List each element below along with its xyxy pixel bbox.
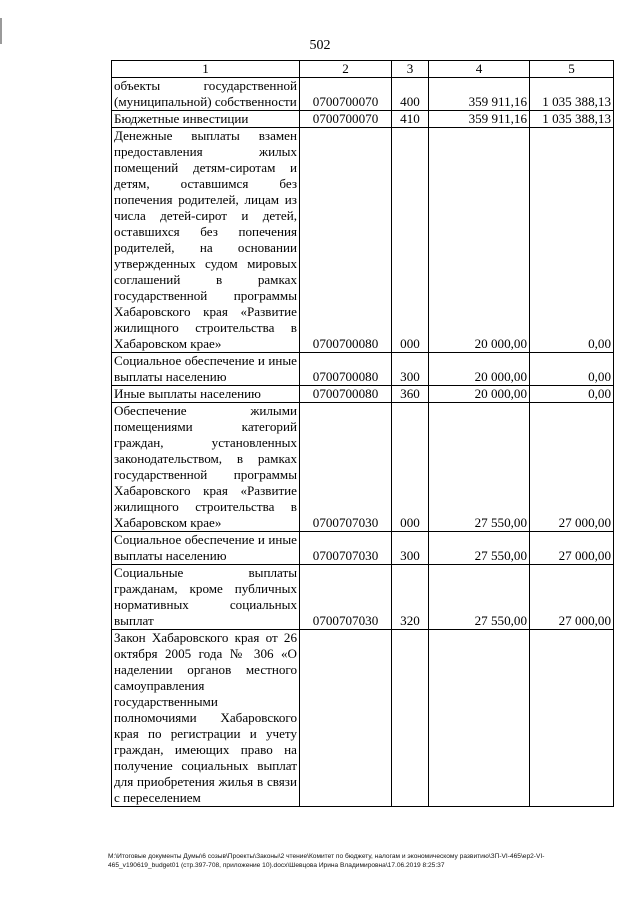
row-amount-col4: 359 911,16 [429,111,530,128]
row-expense-type [392,630,429,807]
row-amount-col5: 1 035 388,13 [530,78,614,111]
row-expense-type: 320 [392,565,429,630]
column-header: 1 [112,61,300,78]
row-description: Социальные выплаты гражданам, кроме публичных нормативных социальных выплат [112,565,300,630]
row-target-code: 0700700080 [300,128,392,353]
table-row [112,111,614,128]
row-amount-col4: 359 911,16 [429,78,530,111]
row-description: Иные выплаты населению [112,386,300,403]
row-amount-col4 [429,630,530,807]
row-amount-col4: 27 550,00 [429,565,530,630]
row-amount-col4: 20 000,00 [429,386,530,403]
row-target-code: 0700700080 [300,386,392,403]
row-target-code: 0700700070 [300,78,392,111]
table-row [112,353,614,386]
row-expense-type: 000 [392,128,429,353]
column-header: 2 [300,61,392,78]
row-expense-type: 410 [392,111,429,128]
row-expense-type: 400 [392,78,429,111]
footer-path-line: 465_v190619_budget01 (стр.397-708, приложение 10).docx\Шевцова Ирина Владимировна\17.06.2019 8:25:37 [108,862,445,869]
row-target-code: 0700707030 [300,403,392,532]
row-expense-type: 300 [392,353,429,386]
row-amount-col4: 27 550,00 [429,403,530,532]
row-amount-col5: 27 000,00 [530,532,614,565]
column-header: 3 [392,61,429,78]
row-expense-type: 300 [392,532,429,565]
row-amount-col4: 20 000,00 [429,353,530,386]
row-target-code: 0700707030 [300,565,392,630]
row-description: Денежные выплаты взамен предоставления жилых помещений детям-сиротам и детям, оставшимся без попечения родителей, лицам из числа детей-сирот и детей, оставшихся без попечения родителей, на основании утвержденных судом мировых соглашений в рамках государственной программы Хабаровского края «Развитие жилищного строительства в Хабаровском крае» [112,128,300,353]
table-row [112,565,614,630]
table-row [112,78,614,111]
row-target-code: 0700700080 [300,353,392,386]
row-description: объекты государственной (муниципальной) собственности [112,78,300,111]
row-amount-col5: 0,00 [530,386,614,403]
row-amount-col4: 20 000,00 [429,128,530,353]
row-description: Социальное обеспечение и иные выплаты населению [112,532,300,565]
row-target-code: 0700700070 [300,111,392,128]
row-amount-col5 [530,630,614,807]
row-amount-col5: 27 000,00 [530,403,614,532]
table-header-row [112,61,614,78]
row-amount-col5: 27 000,00 [530,565,614,630]
page-number: 502 [309,38,331,53]
row-expense-type: 000 [392,403,429,532]
row-expense-type: 360 [392,386,429,403]
row-target-code [300,630,392,807]
table-row [112,386,614,403]
row-description: Обеспечение жилыми помещениями категорий граждан, установленных законодательством, в рамках государственной программы Хабаровского края «Развитие жилищного строительства в Хабаровском крае» [112,403,300,532]
row-description: Закон Хабаровского края от 26 октября 2005 года № 306 «О наделении органов местного самоуправления государственными полномочиями Хабаровского края по регистрации и учету граждан, имеющих право на получение социальных выплат для приобретения жилья в связи с переселением [112,630,300,807]
row-amount-col5: 1 035 388,13 [530,111,614,128]
row-amount-col5: 0,00 [530,353,614,386]
row-target-code: 0700707030 [300,532,392,565]
column-header: 4 [429,61,530,78]
table-row [112,403,614,532]
document-path-footer [108,852,623,870]
row-description: Бюджетные инвестиции [112,111,300,128]
table-row [112,532,614,565]
table-row [112,630,614,807]
table-row [112,128,614,353]
column-header: 5 [530,61,614,78]
footer-path-line: M:\Итоговые документы Думы\6 созыв\Проекты\Законы\2 чтение\Комитет по бюджету, налогам и экономическому развитию\ЗП-VI-465\ер2-VI- [108,853,545,860]
row-amount-col4: 27 550,00 [429,532,530,565]
row-amount-col5: 0,00 [530,128,614,353]
row-description: Социальное обеспечение и иные выплаты населению [112,353,300,386]
budget-table [111,60,614,807]
